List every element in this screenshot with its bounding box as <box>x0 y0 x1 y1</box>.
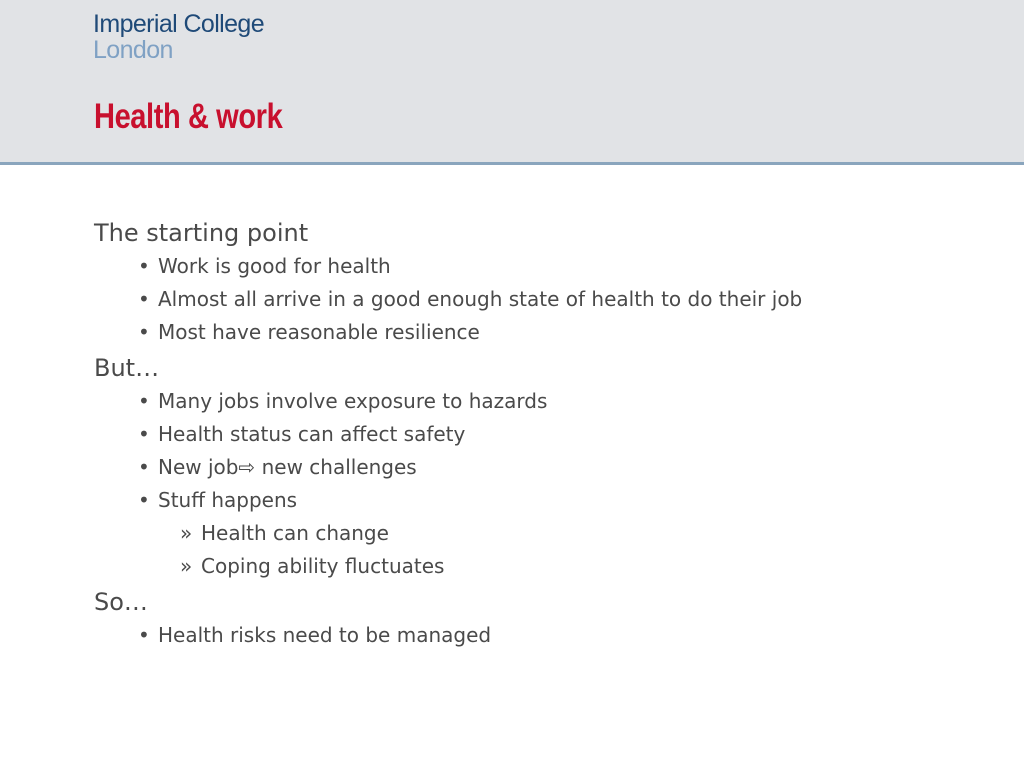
slide-title: Health & work <box>94 97 283 136</box>
bullet-item <box>94 484 994 517</box>
slide-body <box>94 216 994 652</box>
bullet-item <box>94 385 994 418</box>
imperial-college-logo <box>93 11 264 63</box>
section-heading-so: So… <box>94 588 148 616</box>
bullet-marker: • <box>138 287 150 311</box>
slide-header <box>0 0 1024 165</box>
section-heading-but: But… <box>94 354 160 382</box>
bullet-marker: • <box>138 389 150 413</box>
bullet-marker: • <box>138 320 150 344</box>
bullet-marker: • <box>138 488 150 512</box>
bullet-text: New job⇨ new challenges <box>158 455 417 479</box>
sub-bullet-marker: » <box>180 554 193 578</box>
bullet-text: Almost all arrive in a good enough state of health to do their job <box>158 287 803 311</box>
bullet-item <box>94 619 994 652</box>
bullet-text: Most have reasonable resilience <box>158 320 480 344</box>
logo-line-1: Imperial College <box>93 10 265 38</box>
sub-bullet-item <box>94 517 994 550</box>
bullet-marker: • <box>138 623 150 647</box>
bullet-text: Work is good for health <box>158 254 391 278</box>
sub-bullet-item <box>94 550 994 583</box>
bullet-marker: • <box>138 455 150 479</box>
bullet-text: Many jobs involve exposure to hazards <box>158 389 548 413</box>
bullet-text: Health status can affect safety <box>158 422 466 446</box>
bullet-item <box>94 418 994 451</box>
bullet-item <box>94 283 994 316</box>
sub-bullet-marker: » <box>180 521 193 545</box>
bullet-text: Health risks need to be managed <box>158 623 492 647</box>
sub-bullet-text: Coping ability fluctuates <box>201 554 445 578</box>
section-heading-starting-point: The starting point <box>94 219 309 247</box>
bullet-marker: • <box>138 254 150 278</box>
bullet-item <box>94 451 994 484</box>
bullet-item <box>94 250 994 283</box>
bullet-text: Stuff happens <box>158 488 298 512</box>
sub-bullet-text: Health can change <box>201 521 389 545</box>
logo-line-2: London <box>93 36 173 64</box>
bullet-item <box>94 316 994 349</box>
bullet-marker: • <box>138 422 150 446</box>
